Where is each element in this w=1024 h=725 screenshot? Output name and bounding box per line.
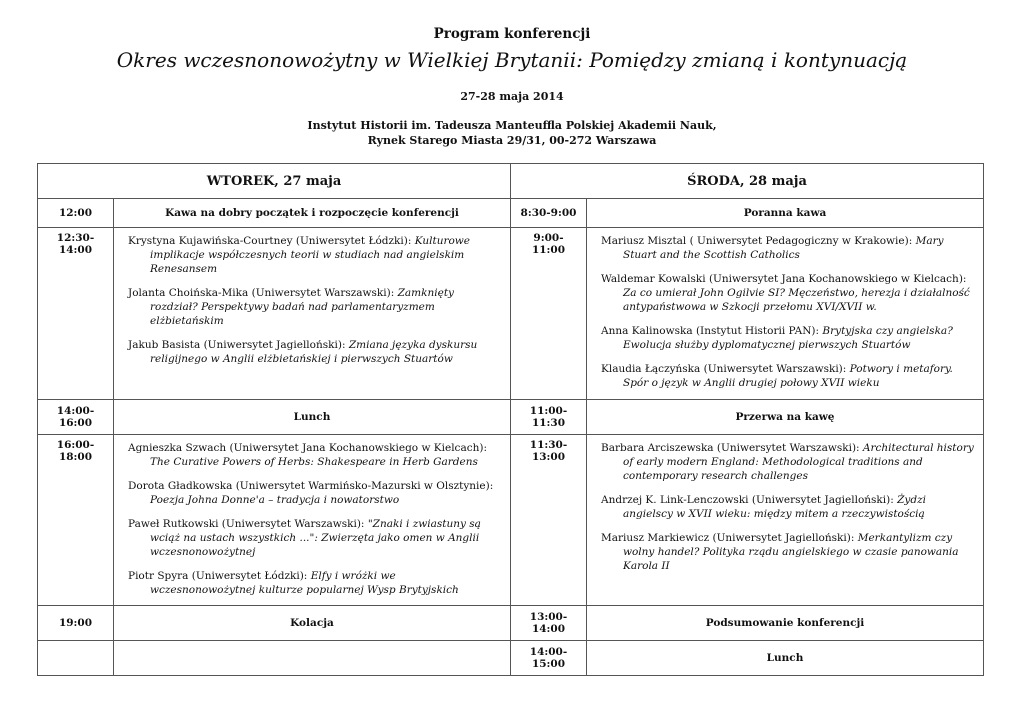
tuesday-talks <box>114 435 511 606</box>
tuesday-event: Kolacja <box>114 606 511 641</box>
tuesday-event: Kawa na dobry początek i rozpoczęcie konferencji <box>114 199 511 228</box>
wednesday-event: Przerwa na kawę <box>587 400 984 435</box>
tuesday-event: Lunch <box>114 400 511 435</box>
venue-line-2: Rynek Starego Miasta 29/31, 00-272 Warszawa <box>367 134 657 147</box>
talk-speaker: Jakub Basista (Uniwersytet Jagielloński): <box>128 339 349 351</box>
talk-entry <box>128 338 504 366</box>
talk-title: Architectural history of early modern England: Methodological traditions and contemporary research challenges <box>623 442 974 482</box>
talk-entry <box>601 441 977 483</box>
talk-speaker: Waldemar Kowalski (Uniwersytet Jana Kochanowskiego w Kielcach): <box>601 273 967 285</box>
talk-title: Elfy i wróżki we wczesnonowożytnej kulturze popularnej Wysp Brytyjskich <box>150 570 459 596</box>
wednesday-event: Poranna kawa <box>587 199 984 228</box>
tuesday-time <box>38 641 114 676</box>
venue-line-1: Instytut Historii im. Tadeusza Manteuffla Polskiej Akademii Nauk, <box>307 119 717 132</box>
talk-entry <box>601 234 977 262</box>
day-wednesday: ŚRODA, 28 maja <box>511 164 984 199</box>
conference-title: Okres wczesnonowożytny w Wielkiej Brytanii: Pomiędzy zmianą i kontynuacją <box>116 48 908 72</box>
tuesday-time: 19:00 <box>38 606 114 641</box>
tuesday-time: 12:30-14:00 <box>38 228 114 400</box>
program-heading: Program konferencji <box>433 26 591 42</box>
talk-entry <box>128 517 504 559</box>
talk-title: Brytyjska czy angielska? Ewolucja służby dyplomatycznej pierwszych Stuartów <box>623 325 953 351</box>
talk-speaker: Dorota Gładkowska (Uniwersytet Warmińsko-Mazurski w Olsztynie): <box>128 480 494 492</box>
talk-title: Kulturowe implikacje współczesnych teorii w studiach nad angielskim Renesansem <box>150 235 471 275</box>
talk-entry <box>601 324 977 352</box>
talk-speaker: Krystyna Kujawińska-Courtney (Uniwersytet Łódzki): <box>128 235 415 247</box>
talk-entry <box>128 441 504 469</box>
talk-speaker: Andrzej K. Link-Lenczowski (Uniwersytet Jagielloński): <box>601 494 898 506</box>
talk-entry <box>601 493 977 521</box>
talk-entry <box>601 272 977 314</box>
wednesday-time: 11:00-11:30 <box>511 400 587 435</box>
day-header-row <box>38 164 984 199</box>
wednesday-time: 13:00-14:00 <box>511 606 587 641</box>
tuesday-talks <box>114 228 511 400</box>
wednesday-time: 9:00-11:00 <box>511 228 587 400</box>
talk-title: Poezja Johna Donne'a – tradycja i nowatorstwo <box>150 494 400 506</box>
talk-speaker: Agnieszka Szwach (Uniwersytet Jana Kochanowskiego w Kielcach): <box>128 442 487 454</box>
talk-entry <box>128 234 504 276</box>
talk-entry <box>128 479 504 507</box>
talk-entry <box>128 286 504 328</box>
tuesday-time: 12:00 <box>38 199 114 228</box>
talk-speaker: Piotr Spyra (Uniwersytet Łódzki): <box>128 570 311 582</box>
wednesday-event: Podsumowanie konferencji <box>587 606 984 641</box>
talk-entry <box>128 569 504 597</box>
talk-title: Potwory i metafory. Spór o język w Anglii drugiej połowy XVII wieku <box>623 363 953 389</box>
table-row <box>38 400 984 435</box>
wednesday-event: Lunch <box>587 641 984 676</box>
talk-title: The Curative Powers of Herbs: Shakespeare in Herb Gardens <box>150 456 478 468</box>
talk-title: Mary Stuart and the Scottish Catholics <box>623 235 944 261</box>
wednesday-time: 8:30-9:00 <box>511 199 587 228</box>
tuesday-time: 14:00-16:00 <box>38 400 114 435</box>
table-row <box>38 228 984 400</box>
talk-speaker: Klaudia Łączyńska (Uniwersytet Warszawski): <box>601 363 850 375</box>
day-tuesday: WTOREK, 27 maja <box>38 164 511 199</box>
schedule-table <box>37 163 984 676</box>
tuesday-time: 16:00-18:00 <box>38 435 114 606</box>
talk-speaker: Mariusz Misztal ( Uniwersytet Pedagogiczny w Krakowie): <box>601 235 916 247</box>
conference-venue <box>0 118 1024 148</box>
talk-speaker: Barbara Arciszewska (Uniwersytet Warszawski): <box>601 442 863 454</box>
wednesday-time: 11:30-13:00 <box>511 435 587 606</box>
talk-speaker: Mariusz Markiewicz (Uniwersytet Jagielloński): <box>601 532 858 544</box>
conference-dates: 27-28 maja 2014 <box>460 90 564 103</box>
talk-speaker: Paweł Rutkowski (Uniwersytet Warszawski): <box>128 518 368 530</box>
talk-entry <box>601 531 977 573</box>
talk-title: Za co umierał John Ogilvie SI? Męczeństwo, herezja i działalność antypaństwowa w Szkocji przełomu XVI/XVII w. <box>623 287 970 313</box>
table-row <box>38 641 984 676</box>
wednesday-talks <box>587 435 984 606</box>
table-row <box>38 435 984 606</box>
wednesday-talks <box>587 228 984 400</box>
talk-title: Merkantylizm czy wolny handel? Polityka rządu angielskiego w czasie panowania Karola II <box>623 532 959 572</box>
talk-title: Żydzi angielscy w XVII wieku: między mitem a rzeczywistością <box>623 494 926 520</box>
talk-entry <box>601 362 977 390</box>
talk-title: Zmiana języka dyskursu religijnego w Anglii elżbietańskiej i pierwszych Stuartów <box>150 339 478 365</box>
wednesday-time: 14:00-15:00 <box>511 641 587 676</box>
talk-speaker: Jolanta Choińska-Mika (Uniwersytet Warszawski): <box>128 287 398 299</box>
table-row <box>38 199 984 228</box>
table-row <box>38 606 984 641</box>
talk-title: Zamknięty rozdział? Perspektywy badań nad parlamentaryzmem elżbietańskim <box>150 287 454 327</box>
tuesday-event <box>114 641 511 676</box>
talk-title: "Znaki i zwiastuny są wciąż na ustach wszystkich ...": Zwierzęta jako omen w Anglii wczesnonowożytnej <box>150 518 481 558</box>
talk-speaker: Anna Kalinowska (Instytut Historii PAN): <box>601 325 823 337</box>
